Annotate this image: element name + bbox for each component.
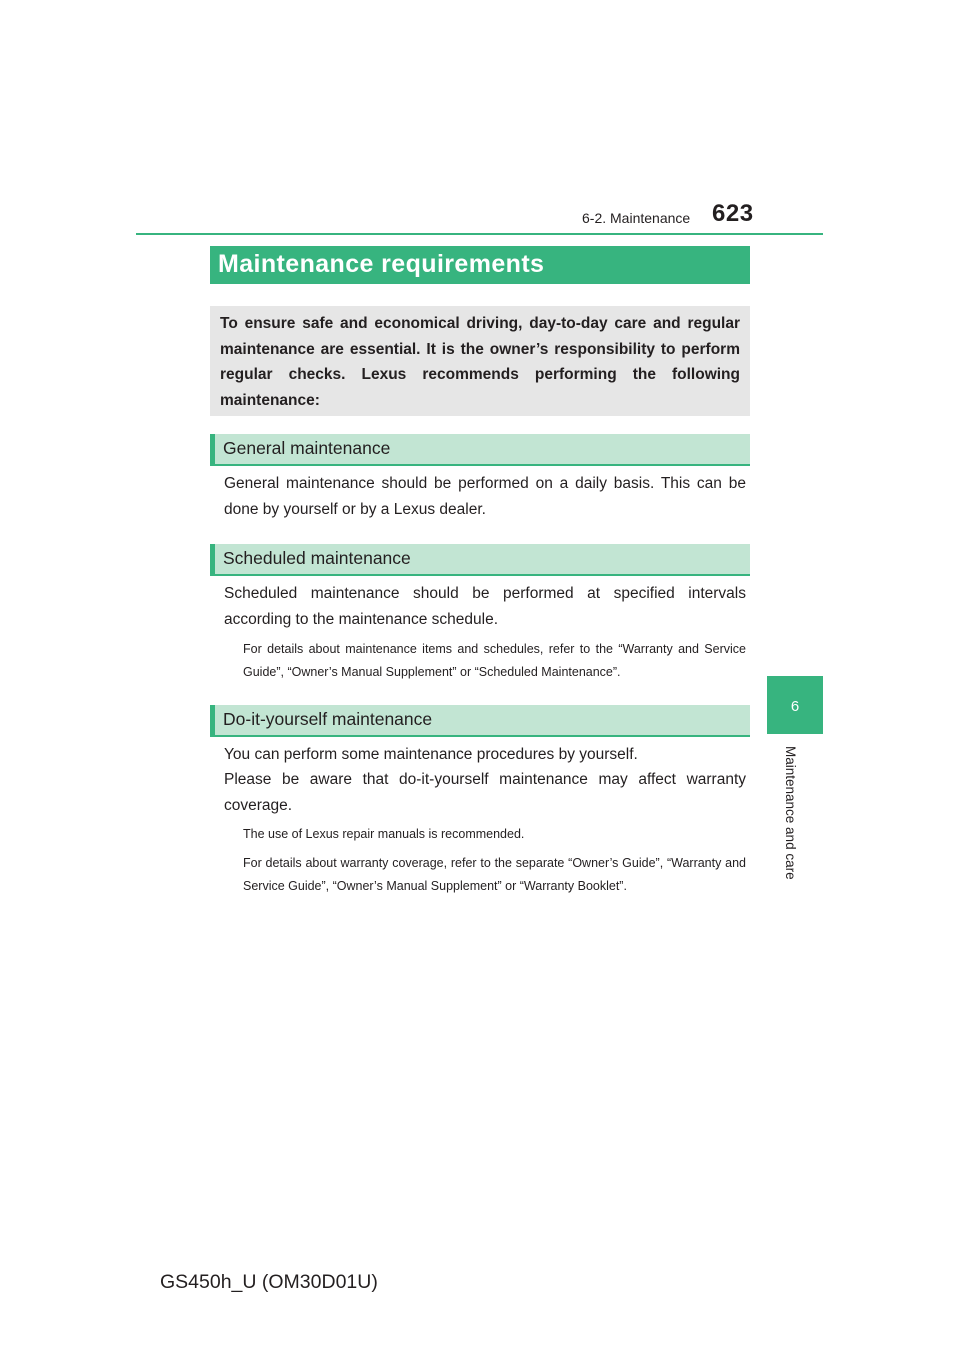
note-paragraph: For details about warranty coverage, refer to the separate “Owner’s Guide”, “Warranty and Service Guide”, “Owner’s Manual Supplement” or “Warranty Booklet”.: [243, 856, 746, 893]
subsection-header-general: [210, 434, 750, 466]
page-title-bar: [210, 246, 750, 284]
intro-text: To ensure safe and economical driving, day-to-day care and regular maintenance are essential. It is the owner’s responsibility to perform regular checks. Lexus recommends performing the following maintenance:: [220, 315, 740, 409]
body-paragraph: Please be aware that do-it-yourself maintenance may affect warranty coverage.: [224, 771, 746, 814]
page-title: Maintenance requirements: [218, 250, 545, 278]
subsection-title: Do-it-yourself maintenance: [223, 709, 433, 729]
chapter-label: Maintenance and care: [783, 746, 798, 880]
intro-box: [210, 306, 750, 416]
section-reference: 6-2. Maintenance: [582, 210, 691, 226]
page-number: 623: [712, 200, 754, 227]
note-paragraph: For details about maintenance items and schedules, refer to the “Warranty and Service Guide”, “Owner’s Manual Supplement” or “Scheduled Maintenance”.: [243, 642, 746, 679]
subsection-title: General maintenance: [223, 438, 391, 458]
header-divider: [136, 233, 823, 235]
footer-model-code: GS450h_U (OM30D01U): [160, 1271, 378, 1293]
subsection-header-diy: [210, 705, 750, 737]
subsection-title: Scheduled maintenance: [223, 548, 411, 568]
body-paragraph: You can perform some maintenance procedures by yourself.: [224, 746, 638, 763]
subsection-marker: [210, 705, 215, 737]
chapter-tab: [767, 676, 823, 734]
chapter-number: 6: [790, 698, 800, 715]
note-paragraph: The use of Lexus repair manuals is recommended.: [243, 827, 525, 841]
body-paragraph: Scheduled maintenance should be performed at specified intervals according to the maintenance schedule.: [224, 585, 746, 628]
body-paragraph: General maintenance should be performed on a daily basis. This can be done by yourself or by a Lexus dealer.: [224, 475, 746, 518]
subsection-header-scheduled: [210, 544, 750, 576]
subsection-marker: [210, 544, 215, 576]
subsection-marker: [210, 434, 215, 466]
